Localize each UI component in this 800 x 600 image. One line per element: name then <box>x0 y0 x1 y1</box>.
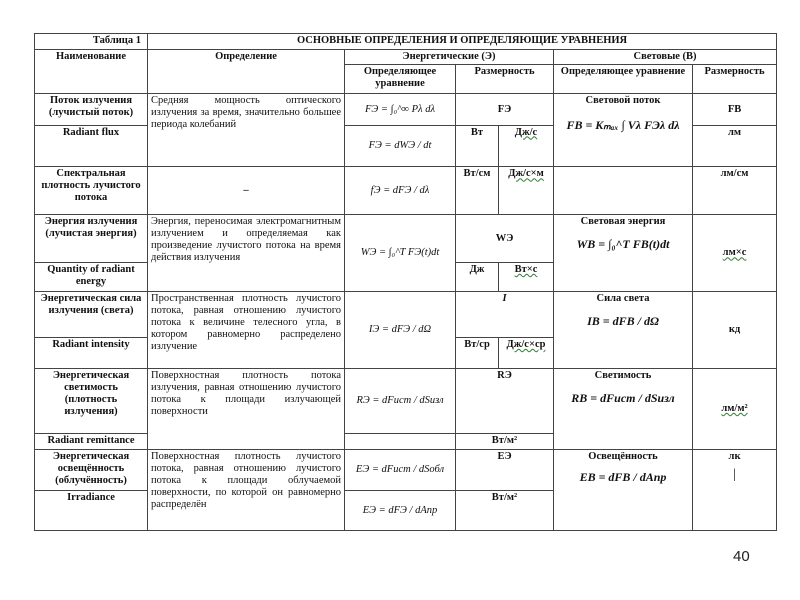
row-exitance-eq: RЭ = dFист / dSизл <box>345 369 456 434</box>
row-intensity-definition: Пространственная плотность лучистого потока, равная отношению лучистого потока к величине телесного угла, в котором равномерно распределено излучение <box>148 292 345 369</box>
row-spectral-eq: fЭ = dFЭ / dλ <box>345 167 456 215</box>
row-energy-name-en: Quantity of radiant energy <box>35 263 148 292</box>
row-exitance-name-en: Radiant remittance <box>35 434 148 450</box>
table-title: ОСНОВНЫЕ ОПРЕДЕЛЕНИЯ И ОПРЕДЕЛЯЮЩИЕ УРАВНЕНИЯ <box>148 34 777 50</box>
row-irradiance-eq1: EЭ = dFист / dSобл <box>345 449 456 491</box>
row-irradiance-definition: Поверхностная плотность лучистого потока, равная отношению лучистого потока к площади облучаемой поверхности, по которой он равномерно распределён <box>148 449 345 530</box>
row-energy-light-unit-text: лм×с <box>722 247 747 259</box>
row-exitance-light-name: Светимость <box>594 370 652 382</box>
row-flux-eq2: FЭ = dWЭ / dt <box>345 125 456 167</box>
row-irradiance-name: Энергетическая освещённость (облучённость) <box>35 449 148 491</box>
row-intensity-light-unit: кд <box>693 292 777 369</box>
row-flux-unit1: Вт <box>456 125 499 167</box>
page-number: 40 <box>733 548 750 565</box>
row-irradiance-light-unit: лк <box>728 450 741 462</box>
row-flux-definition: Средняя мощность оптического излучения за время, значительно большее периода колебаний <box>148 94 345 167</box>
row-spectral-name: Спектральная плотность лучистого потока <box>35 167 148 215</box>
header-light-eq: Определяющее уравнение <box>554 65 693 94</box>
row-flux-unit2 <box>499 125 554 167</box>
row-spectral-unit1: Вт/см <box>456 167 499 215</box>
row-irradiance-light-eq: EВ = dFВ / dAпр <box>579 469 667 484</box>
row-energy-light-unit <box>693 215 777 292</box>
row-intensity-light-name: Сила света <box>596 293 650 305</box>
row-exitance-eq-empty <box>345 434 456 450</box>
row-intensity-unit2 <box>499 338 554 369</box>
header-energy: Энергетические (Э) <box>345 49 554 65</box>
row-flux-light-cell <box>554 94 693 167</box>
row-exitance-name: Энергетическая светимость (плотность излучения) <box>35 369 148 434</box>
row-exitance-light-eq: RВ = dFист / dSизл <box>571 391 675 406</box>
row-irradiance-light-unit-cell <box>693 449 777 530</box>
row-energy-unit1: Дж <box>456 263 499 292</box>
row-flux-unit2-text: Дж/с <box>514 126 538 138</box>
row-intensity-eq: IЭ = dFЭ / dΩ <box>345 292 456 369</box>
header-light: Световые (В) <box>554 49 777 65</box>
row-flux-light-symbol: FВ <box>693 94 777 125</box>
row-spectral-definition: – <box>148 167 345 215</box>
row-irradiance-light-name: Освещённость <box>588 450 658 462</box>
row-irradiance-symbol: EЭ <box>456 449 554 491</box>
row-spectral-light-empty <box>554 167 693 215</box>
header-definition: Определение <box>148 49 345 94</box>
row-flux-symbol: FЭ <box>456 94 554 125</box>
row-spectral-unit2 <box>499 167 554 215</box>
row-exitance-light-unit-text: лм/м² <box>721 403 748 415</box>
table-label: Таблица 1 <box>35 34 148 50</box>
row-spectral-light-unit: лм/см <box>693 167 777 215</box>
row-intensity-symbol-text: I <box>502 293 507 305</box>
row-spectral-unit2-text: Дж/с×м <box>508 168 544 180</box>
row-intensity-light-eq: IВ = dFВ / dΩ <box>587 314 659 329</box>
row-flux-name-en: Radiant flux <box>35 125 148 167</box>
row-energy-unit2-text: Вт×с <box>514 264 538 276</box>
row-irradiance-name-en: Irradiance <box>35 491 148 531</box>
row-irradiance-light-cell <box>554 449 693 530</box>
row-exitance-symbol: RЭ <box>456 369 554 434</box>
row-irradiance-light-unit-mark: | <box>733 466 736 482</box>
row-intensity-unit2-text: Дж/с×ср <box>506 339 546 351</box>
row-energy-symbol: WЭ <box>456 215 554 263</box>
row-intensity-unit1: Вт/ср <box>456 338 499 369</box>
row-flux-light-unit: лм <box>693 125 777 167</box>
row-exitance-light-cell <box>554 369 693 449</box>
row-energy-eq: WЭ = ∫₀^T FЭ(t)dt <box>345 215 456 292</box>
row-irradiance-eq2: EЭ = dFЭ / dAпр <box>345 491 456 531</box>
row-flux-eq1: FЭ = ∫₀^∞ Pλ dλ <box>345 94 456 125</box>
row-intensity-name-en: Radiant intensity <box>35 338 148 369</box>
row-irradiance-unit: Вт/м² <box>456 491 554 531</box>
row-flux-name: Поток излучения (лучистый поток) <box>35 94 148 125</box>
row-exitance-light-unit <box>693 369 777 449</box>
header-energy-dim: Размерность <box>456 65 554 94</box>
row-energy-light-cell <box>554 215 693 292</box>
header-name: Наименование <box>35 49 148 94</box>
row-intensity-symbol <box>456 292 554 338</box>
definitions-table <box>34 33 777 531</box>
header-light-dim: Размерность <box>693 65 777 94</box>
row-exitance-definition: Поверхностная плотность потока излучения, равная отношению лучистого потока к площади излучающей поверхности <box>148 369 345 449</box>
row-intensity-name: Энергетическая сила излучения (света) <box>35 292 148 338</box>
row-exitance-unit: Вт/м² <box>456 434 554 450</box>
row-energy-light-name: Световая энергия <box>580 216 666 228</box>
row-flux-light-eq: FВ = Kₘₐₓ ∫ Vλ FЭλ dλ <box>566 118 680 133</box>
row-energy-name: Энергия излучения (лучистая энергия) <box>35 215 148 263</box>
row-intensity-light-cell <box>554 292 693 369</box>
row-flux-light-name: Световой поток <box>585 95 661 107</box>
row-energy-light-eq: WВ = ∫₀^T FВ(t)dt <box>576 237 670 252</box>
row-energy-unit2 <box>499 263 554 292</box>
header-energy-eq: Определяющее уравнение <box>345 65 456 94</box>
row-energy-definition: Энергия, переносимая электромагнитным излучением и определяемая как произведение лучистого потока на время действия излучения <box>148 215 345 292</box>
